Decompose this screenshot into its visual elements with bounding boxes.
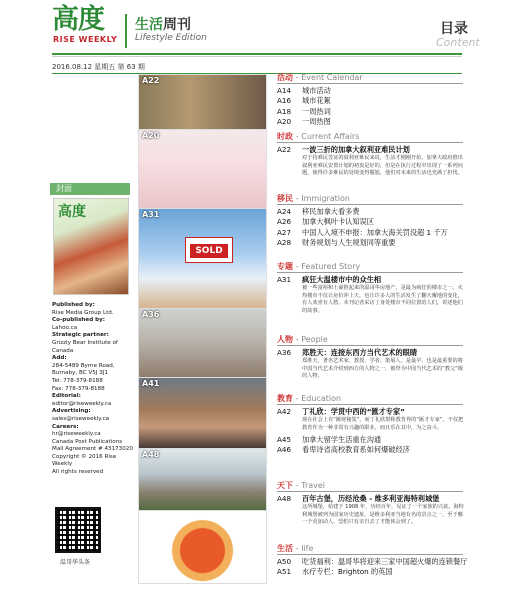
cover-thumbnail[interactable] [53,198,129,295]
edition-title [135,14,191,34]
section-heading-en: - Featured Story [295,262,361,271]
issue-date: 2016.08.12 星期五 第 63 期 [52,63,145,71]
section-heading-en: - Immigration [295,194,350,203]
publisher-info-line: Rise Media Group Ltd. [52,309,114,316]
header-rule [52,53,462,55]
toc-entry-description: 被一些富裕和土豪推起来的温哥华房地产，是最为疯狂的楼市之一。火热楼市不仅让房价冲上天，也让许多人的生活发生了翻天覆地的变化，有人欢喜有人愁。本刊记者采访了身处楼市不同位置的人们，讲述他们的故事。 [302,285,463,315]
toc-entry-page: A45 [277,434,292,444]
article-image-castle[interactable] [138,448,267,512]
section-rule [277,272,463,273]
toc-entry[interactable] [277,228,448,238]
section-rule [277,554,463,555]
toc-entry-page: A18 [277,106,292,116]
publisher-info-line: Editorial: [52,393,81,400]
toc-entry[interactable] [277,207,360,217]
section-heading-people [277,334,328,345]
toc-entry-title: 看卑诗省高校教育系如何爆破经济 [302,444,410,454]
toc-entry-page: A48 [277,494,292,503]
toc-entry-description: 这所城堡，始建于 1908 年，历经百年，见证了一个家族的兴衰。海特利城堡被列为国家历史遗址，是维多利亚当地有名的景点之一。至于哪一个更加动人，恐怕只有亲自去了才能体会到了。 [302,504,464,526]
section-heading-event-calendar [277,72,363,83]
publisher-info-line: Weekly [52,461,73,468]
section-heading-en: - Current Affairs [295,132,360,141]
section-rule [277,142,463,143]
publisher-info-line: Grizzly Bear Institute of [52,339,118,346]
image-page-number: A31 [142,210,160,219]
cover-label: 封面 [50,183,130,195]
toc-entry-title: 加拿大留学生活重在沟通 [302,434,382,444]
toc-entry[interactable] [277,86,331,96]
section-heading-cn: 天下 [277,481,296,490]
toc-entry-page: A24 [277,207,292,216]
publisher-info-line: Canada [52,347,74,354]
toc-entry-title: 水疗专栏：Brighton 的英国 [302,567,393,577]
publisher-info-line: Tel: 778-379-8188 [52,377,103,384]
publisher-info-line: Strategic partner: [52,332,109,339]
toc-entry-title: 财务规划与人生规划同等重要 [302,237,396,247]
article-image-hotpot[interactable] [138,510,267,584]
image-page-number: A41 [142,379,160,388]
toc-entry-page: A51 [277,567,292,577]
image-page-number: A36 [142,310,160,319]
section-heading-life [277,543,313,554]
section-rule [277,345,463,346]
toc-entry-description: 郑胜天，著名艺术家、教授、学者、策展人。是最早、也是最重要的将中国当代艺术介绍到西方的人物之一，被誉为中国当代艺术的“教父”级的人物。 [302,358,464,380]
toc-entry-page: A28 [277,237,292,247]
toc-entry-title: 城市活动 [302,86,331,95]
publisher-info [52,302,134,477]
toc-entry[interactable] [277,407,405,417]
edition-title-weekly: 周刊 [163,17,191,33]
publisher-info-line: All rights reserved [52,469,104,476]
section-heading-en: - life [295,544,314,553]
header-rule-thin [52,56,462,57]
publisher-info-line: Advertising: [52,408,91,415]
toc-entry-title: 加拿大枫叶卡认知误区 [302,217,374,227]
section-heading-cn: 专题 [277,262,296,271]
publisher-info-line: sales@riseweekly.ca [52,415,110,422]
qr-label: 温哥华头条 [60,559,91,566]
section-heading-en: - Event Calendar [295,73,363,82]
section-heading-cn: 教育 [277,394,296,403]
section-heading-cn: 时政 [277,132,296,141]
toc-entry-title: 疯狂大温楼市中的众生相 [302,275,382,284]
publisher-info-line: hr@riseweekly.ca [52,431,101,438]
publisher-info-line: Mail Agreement # 43173020 [52,446,133,453]
section-heading-current-affairs [277,131,359,142]
toc-entry-page: A31 [277,275,292,284]
toc-entry-title: 一波三折的加拿大叙利亚难民计划 [302,145,410,154]
section-heading-en: - People [295,335,328,344]
toc-entry[interactable] [277,217,374,227]
logo-english: RISE WEEKLY [53,35,118,44]
publisher-info-line: Copyright © 2016 Rise [52,453,117,460]
toc-entry-title: 一周热图 [302,116,331,126]
publisher-info-line: Burnaby, BC V5J 3J1 [52,370,108,377]
publisher-info-line: editor@riseweekly.ca [52,400,112,407]
edition-title-life: 生活 [135,17,163,33]
publisher-info-line: Lahoo.ca [52,324,78,331]
section-heading-cn: 活动 [277,73,296,82]
toc-entry-page: A16 [277,96,292,106]
toc-title: 目录 [440,21,468,37]
toc-entry[interactable] [277,238,395,248]
image-page-number: A22 [142,76,160,85]
toc-entry[interactable] [277,117,331,127]
section-rule [277,83,463,84]
toc-entry-description: 现在社会上有“匯财秘笈”，而丁礼欣堪称教育界的“匯才专家”，不仅把教育作为一种非常有兴趣的职业，而且乐在其中，为之奋斗。 [302,417,464,431]
section-heading-education [277,393,341,404]
publisher-info-line: Fax: 778-379-8188 [52,385,105,392]
publisher-info-line: 284-5489 Byrne Road, [52,362,115,369]
toc-entry[interactable] [277,567,393,577]
toc-entry-page: A27 [277,227,292,237]
article-image-artist[interactable] [138,308,267,378]
article-image-refugee[interactable] [138,129,267,209]
toc-entry[interactable] [277,348,417,358]
toc-entry-page: A26 [277,217,292,227]
toc-entry[interactable] [277,96,331,106]
toc-entry[interactable] [277,107,331,117]
section-heading-travel [277,480,325,491]
toc-entry-title: 百年古堡，历经沧桑 - 维多利亚海特利城堡 [302,494,440,503]
toc-entry[interactable] [277,494,439,504]
section-heading-en: - Travel [295,481,326,490]
image-page-number: A20 [142,131,160,140]
toc-entry-title: 城市花絮 [302,96,331,106]
publisher-info-line: Co-published by: [52,317,106,324]
sold-sign-icon [185,237,233,263]
toc-entry-title: 移民加拿大看多费 [302,207,360,216]
section-rule [277,491,463,492]
publisher-info-line: Careers: [52,423,79,430]
toc-entry-page: A46 [277,444,292,454]
qr-code-icon [55,507,101,553]
cover-thumbnail-logo: 高度 [58,204,86,220]
header-divider [125,14,127,48]
toc-entry-title: 吃货福利：温哥华将迎来三家中国超火爆的连锁餐厅 [302,557,468,566]
publisher-info-line: Published by: [52,302,95,308]
section-heading-featured-story [277,261,360,272]
toc-entry-page: A20 [277,116,292,126]
section-heading-cn: 生活 [277,544,296,553]
toc-entry-page: A22 [277,145,292,154]
toc-entry-page: A50 [277,557,292,566]
toc-entry-title: 一周热词 [302,106,331,116]
toc-entry[interactable] [277,145,410,155]
article-image-educator[interactable] [138,377,267,449]
article-image-housing[interactable] [138,208,267,309]
toc-entry-title: 中国人入境不申报：加拿大海关罚没超 1 千万 [302,227,448,237]
toc-entry-page: A36 [277,348,292,357]
toc-entry-title: 郑胜天：连接东西方当代艺术的眼睛 [302,348,418,357]
section-rule [277,204,463,205]
section-heading-cn: 人物 [277,335,296,344]
publisher-info-line: Canada Post Publications [52,438,123,445]
section-heading-en: - Education [295,394,342,403]
article-image-event[interactable] [138,74,267,131]
toc-entry-page: A42 [277,407,292,416]
toc-entry[interactable] [277,557,467,567]
toc-subtitle: Content [436,36,480,49]
toc-entry[interactable] [277,275,381,285]
publisher-info-line: Add: [52,355,67,362]
sold-sign-text: SOLD [190,244,228,258]
section-heading-cn: 移民 [277,194,296,203]
toc-entry-page: A14 [277,86,292,95]
section-rule [277,404,463,405]
toc-entry[interactable] [277,445,410,455]
image-page-number: A48 [142,450,160,459]
logo: 高度 [52,4,104,35]
toc-entry-title: 丁礼欣：学贯中西的“匯才专家” [302,407,405,416]
toc-entry-description: 对于持难民签证的叙利亚难民来说，生活才刚刚开始。加拿大政府推出叙利亚难民安置计划的初衷是好的，但是在执行过程中出现了一系列问题，使得许多难民的处境变得尴尬，他们对未来的生活也充满了担忧。 [302,155,463,177]
edition-subtitle: Lifestyle Edition [135,33,207,43]
toc-entry[interactable] [277,435,381,445]
section-heading-immigration [277,193,350,204]
